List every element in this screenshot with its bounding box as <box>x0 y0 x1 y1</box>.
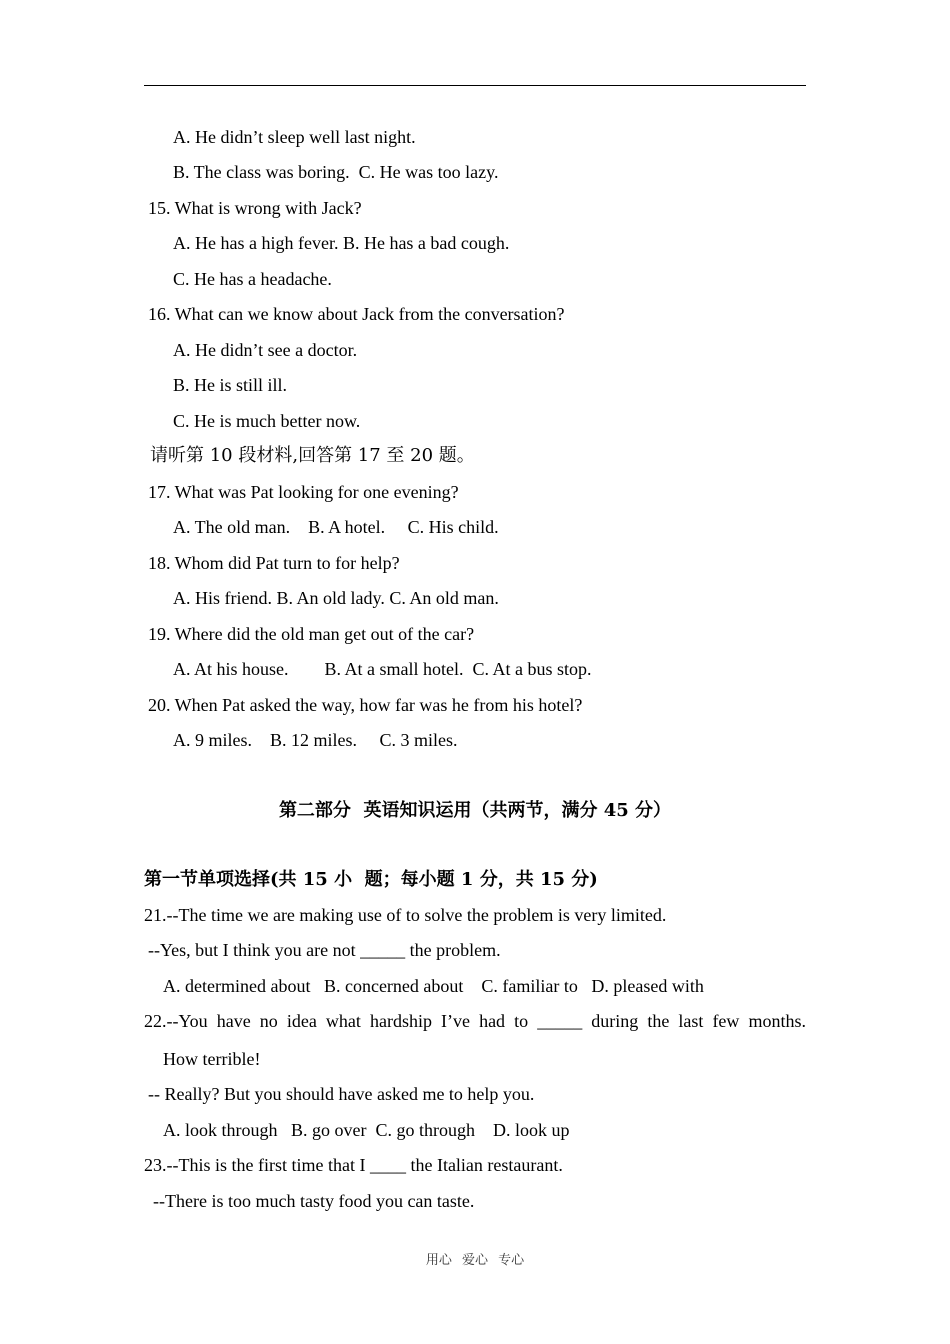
q18-question: 18. Whom did Pat turn to for help? <box>148 553 400 573</box>
q21-options: A. determined about B. concerned about C. familiar to D. pleased with <box>163 976 704 996</box>
q15-options-ab: A. He has a high fever. B. He has a bad cough. <box>173 233 510 253</box>
section-one-heading: 第一节单项选择(共 15 小 题；每小题 1 分，共 15 分) <box>144 869 598 890</box>
q19-question: 19. Where did the old man get out of the car? <box>148 624 475 644</box>
q16-option-b: B. He is still ill. <box>173 375 288 395</box>
q19-options: A. At his house. B. At a small hotel. C. At a bus stop. <box>173 659 592 679</box>
q20-question: 20. When Pat asked the way, how far was he from his hotel? <box>148 695 583 715</box>
q16-question: 16. What can we know about Jack from the conversation? <box>148 304 565 324</box>
q21-question: 21.--The time we are making use of to solve the problem is very limited. <box>144 905 667 925</box>
header-rule <box>144 85 806 86</box>
q22-reply: -- Really? But you should have asked me to help you. <box>148 1084 535 1104</box>
q23-question: 23.--This is the first time that I ____ the Italian restaurant. <box>144 1155 563 1175</box>
q22-options: A. look through B. go over C. go through D. look up <box>163 1120 570 1140</box>
q14-options-bc: B. The class was boring. C. He was too lazy. <box>173 162 499 182</box>
q16-option-c: C. He is much better now. <box>173 411 361 431</box>
page-footer: 用心 爱心 专心 <box>425 1253 525 1268</box>
q17-options: A. The old man. B. A hotel. C. His child. <box>173 517 499 537</box>
q23-reply: --There is too much tasty food you can taste. <box>153 1191 475 1211</box>
q15-question: 15. What is wrong with Jack? <box>148 198 362 218</box>
q21-reply: --Yes, but I think you are not _____ the problem. <box>148 940 501 960</box>
part-two-heading: 第二部分 英语知识运用（共两节，满分 45 分） <box>278 800 672 821</box>
q14-option-a: A. He didn’t sleep well last night. <box>173 127 416 147</box>
q17-question: 17. What was Pat looking for one evening? <box>148 482 459 502</box>
q18-options: A. His friend. B. An old lady. C. An old man. <box>173 588 499 608</box>
section-instruction: 请听第 10 段材料,回答第 17 至 20 题。 <box>150 445 475 466</box>
q22-question: 22.--You have no idea what hardship I’ve had to _____ during the last few months. <box>144 1011 806 1031</box>
q22-question-continued: How terrible! <box>163 1049 261 1069</box>
q16-option-a: A. He didn’t see a doctor. <box>173 340 358 360</box>
q15-option-c: C. He has a headache. <box>173 269 332 289</box>
q20-options: A. 9 miles. B. 12 miles. C. 3 miles. <box>173 730 458 750</box>
